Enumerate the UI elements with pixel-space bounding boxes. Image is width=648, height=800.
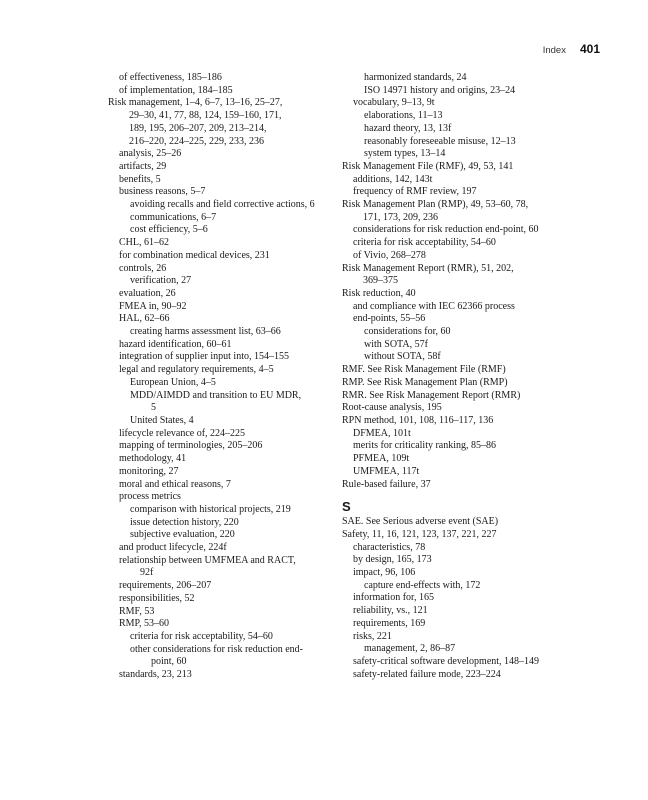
index-entry: RMP. See Risk Management Plan (RMP) xyxy=(342,376,508,388)
index-entry: vocabulary, 9–13, 9t xyxy=(353,97,435,109)
index-entry: process metrics xyxy=(119,491,181,503)
index-entry: evaluation, 26 xyxy=(119,287,176,299)
index-entry: European Union, 4–5 xyxy=(130,376,216,388)
index-entry: Rule-based failure, 37 xyxy=(342,478,431,490)
index-entry: considerations for, 60 xyxy=(364,326,451,338)
index-entry: considerations for risk reduction end-point, 60 xyxy=(353,224,539,236)
index-entry: Risk reduction, 40 xyxy=(342,287,416,299)
index-entry: responsibilities, 52 xyxy=(119,592,195,604)
index-entry: mapping of terminologies, 205–206 xyxy=(119,440,263,452)
index-entry: controls, 26 xyxy=(119,262,167,274)
index-entry: harmonized standards, 24 xyxy=(364,72,467,83)
index-entry: system types, 13–14 xyxy=(364,148,446,160)
index-entry: Risk management, 1–4, 6–7, 13–16, 25–27, xyxy=(108,97,283,109)
index-entry: additions, 142, 143t xyxy=(353,173,433,185)
index-entry: other considerations for risk reduction end- xyxy=(130,643,304,655)
index-entry: RMF, 53 xyxy=(119,605,155,617)
index-entry: impact, 96, 106 xyxy=(353,567,416,579)
index-entry: CHL, 61–62 xyxy=(119,237,169,249)
index-entry: standards, 23, 213 xyxy=(119,669,192,681)
index-entry: requirements, 169 xyxy=(353,617,426,629)
index-entry: with SOTA, 57f xyxy=(364,338,428,350)
index-entry: safety-critical software development, 148–149 xyxy=(353,655,540,667)
index-entry: and compliance with IEC 62366 process xyxy=(353,300,515,312)
index-entry: requirements, 206–207 xyxy=(119,580,212,592)
running-head-section: Index xyxy=(542,45,566,56)
index-entry: Safety, 11, 16, 121, 123, 137, 221, 227 xyxy=(342,528,497,540)
index-entry: reasonably foreseeable misuse, 12–13 xyxy=(364,135,516,147)
index-entry: subjective evaluation, 220 xyxy=(130,529,235,541)
index-entry: criteria for risk acceptability, 54–60 xyxy=(353,237,496,249)
index-entry: methodology, 41 xyxy=(119,453,187,465)
running-header xyxy=(543,42,600,56)
index-entry: Risk Management Report (RMR), 51, 202, xyxy=(342,262,514,274)
index-column-right xyxy=(342,72,547,681)
index-entry-continuation: 92f xyxy=(140,567,154,579)
index-entry: safety-related failure mode, 223–224 xyxy=(353,668,501,680)
index-entry: FMEA in, 90–92 xyxy=(119,300,187,312)
index-entry: avoiding recalls and field corrective actions, 6 xyxy=(130,199,315,211)
index-entry: and product lifecycle, 224f xyxy=(119,542,227,554)
index-entry: legal and regulatory requirements, 4–5 xyxy=(119,364,274,376)
index-entry: Root-cause analysis, 195 xyxy=(342,402,442,414)
index-entry: RMP, 53–60 xyxy=(119,618,170,630)
index-entry: United States, 4 xyxy=(130,414,194,426)
index-entry: artifacts, 29 xyxy=(119,160,167,172)
index-entry: capture end-effects with, 172 xyxy=(364,579,481,591)
index-entry-continuation: point, 60 xyxy=(151,656,187,668)
index-entry: of Vivio, 268–278 xyxy=(353,249,426,261)
index-entry: integration of supplier input into, 154–155 xyxy=(119,351,289,363)
index-entry: SAE. See Serious adverse event (SAE) xyxy=(342,516,499,528)
index-entry: information for, 165 xyxy=(353,592,434,604)
index-entry: end-points, 55–56 xyxy=(353,313,426,325)
index-entry: of effectiveness, 185–186 xyxy=(119,72,222,83)
index-entry: hazard theory, 13, 13f xyxy=(364,122,452,134)
index-entry: relationship between UMFMEA and RACT, xyxy=(119,554,296,566)
index-entry: Risk Management File (RMF), 49, 53, 141 xyxy=(342,160,514,172)
index-entry: creating harms assessment list, 63–66 xyxy=(130,326,281,338)
index-entry: benefits, 5 xyxy=(119,173,161,185)
index-entry: frequency of RMF review, 197 xyxy=(353,186,477,198)
section-letter: S xyxy=(342,499,351,515)
index-entry: monitoring, 27 xyxy=(119,465,179,477)
index-entry: issue detection history, 220 xyxy=(130,516,239,528)
index-entry-continuation: 369–375 xyxy=(363,275,398,287)
index-entry: analysis, 25–26 xyxy=(119,148,182,160)
index-entry: Risk Management Plan (RMP), 49, 53–60, 78, xyxy=(342,199,529,211)
index-entry: RMF. See Risk Management File (RMF) xyxy=(342,364,506,376)
index-entry: elaborations, 11–13 xyxy=(364,110,443,122)
index-entry: risks, 221 xyxy=(353,630,392,642)
page-number: 401 xyxy=(579,42,600,56)
index-entry: DFMEA, 101t xyxy=(353,427,411,439)
index-entry-continuation: 171, 173, 209, 236 xyxy=(363,211,438,223)
index-entry: HAL, 62–66 xyxy=(119,313,170,325)
index-entry-continuation: 5 xyxy=(151,402,156,414)
index-entry: of implementation, 184–185 xyxy=(119,84,233,96)
index-entry: for combination medical devices, 231 xyxy=(119,249,270,261)
index-entry-continuation: 189, 195, 206–207, 209, 213–214, xyxy=(129,122,267,134)
index-entry: lifecycle relevance of, 224–225 xyxy=(119,427,246,439)
index-entry: criteria for risk acceptability, 54–60 xyxy=(130,630,273,642)
index-entry: moral and ethical reasons, 7 xyxy=(119,478,231,490)
index-entry: RPN method, 101, 108, 116–117, 136 xyxy=(342,414,494,426)
index-entry: PFMEA, 109t xyxy=(353,453,410,465)
index-entry: merits for criticality ranking, 85–86 xyxy=(353,440,497,452)
index-entry: comparison with historical projects, 219 xyxy=(130,503,291,515)
index-column-left xyxy=(108,72,342,682)
index-entry: MDD/AIMDD and transition to EU MDR, xyxy=(130,389,302,401)
index-entry: business reasons, 5–7 xyxy=(119,186,206,198)
index-entry: verification, 27 xyxy=(130,275,192,287)
index-entry: UMFMEA, 117t xyxy=(353,465,420,477)
index-entry: cost efficiency, 5–6 xyxy=(130,224,208,236)
index-entry: reliability, vs., 121 xyxy=(353,605,428,617)
index-entry: hazard identification, 60–61 xyxy=(119,338,232,350)
index-entry: characteristics, 78 xyxy=(353,541,426,553)
index-entry: communications, 6–7 xyxy=(130,211,217,223)
index-entry: management, 2, 86–87 xyxy=(364,643,456,655)
index-entry-continuation: 29–30, 41, 77, 88, 124, 159–160, 171, xyxy=(129,110,282,122)
index-entry: without SOTA, 58f xyxy=(364,351,441,363)
index-entry: ISO 14971 history and origins, 23–24 xyxy=(364,84,516,96)
index-entry: by design, 165, 173 xyxy=(353,554,432,566)
index-entry-continuation: 216–220, 224–225, 229, 233, 236 xyxy=(129,135,264,147)
index-entry: RMR. See Risk Management Report (RMR) xyxy=(342,389,521,401)
